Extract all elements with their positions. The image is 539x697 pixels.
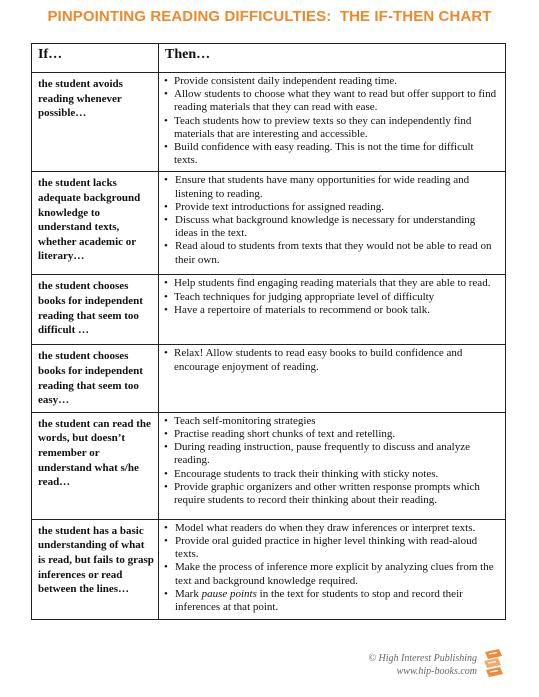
table-row bbox=[32, 275, 506, 345]
condition-cell: the student avoids reading whenever possible… bbox=[32, 73, 159, 172]
action-item: • Teach self-monitoring strategies bbox=[164, 415, 499, 428]
table-row bbox=[32, 519, 506, 619]
action-item: • Allow students to choose what they want to read but offer support to find reading materials that they can read with ease. bbox=[164, 88, 499, 114]
action-text-end: in the text for students to stop and record their inferences at that point. bbox=[175, 587, 463, 614]
action-item: • Teach techniques for judging appropriate level of difficulty bbox=[164, 291, 499, 304]
copyright-text: © High Interest Publishing bbox=[368, 653, 477, 664]
condition-cell: the student can read the words, but doesn’t remember or understand what s/he read… bbox=[32, 412, 159, 519]
action-item: • Have a repertoire of materials to recommend or book talk. bbox=[164, 304, 499, 317]
action-item: • Relax! Allow students to read easy books to build confidence and encourage enjoyment of reading. bbox=[164, 347, 499, 373]
action-item: • Read aloud to students from texts that they would not be able to read on their own. bbox=[164, 240, 499, 266]
action-item: • Provide graphic organizers and other written response prompts which require students to record their thinking about their reading. bbox=[164, 481, 499, 507]
action-item: • Encourage students to track their thinking with sticky notes. bbox=[164, 468, 499, 481]
if-column-header: If… bbox=[32, 44, 159, 73]
table-row bbox=[32, 73, 506, 172]
condition-cell: the student chooses books for independent reading that seem too easy… bbox=[32, 345, 159, 412]
publisher-footer bbox=[368, 652, 477, 678]
pause-points-emphasis: pause points bbox=[201, 587, 257, 600]
action-item: • Practise reading short chunks of text and retelling. bbox=[164, 428, 499, 441]
actions-cell bbox=[159, 172, 506, 275]
website-text: www.hip-books.com bbox=[396, 666, 477, 677]
table-header-row bbox=[32, 44, 506, 73]
action-list bbox=[164, 277, 499, 317]
action-list bbox=[164, 415, 499, 507]
condition-cell: the student has a basic understanding of what is read, but fails to grasp inferences or read between the lines… bbox=[32, 519, 159, 619]
action-text-start: Mark bbox=[175, 587, 202, 600]
publisher-logo bbox=[482, 648, 504, 682]
action-list bbox=[164, 347, 499, 373]
action-item: • Model what readers do when they draw inferences or interpret texts. bbox=[164, 522, 499, 535]
condition-cell: the student lacks adequate background knowledge to understand texts, whether academic or literary… bbox=[32, 172, 159, 275]
action-item bbox=[164, 588, 499, 614]
page-title: PINPOINTING READING DIFFICULTIES: THE IF-THEN CHART bbox=[47, 8, 492, 25]
action-item: • Build confidence with easy reading. This is not the time for difficult texts. bbox=[164, 141, 499, 167]
action-item: • Provide text introductions for assigned reading. bbox=[164, 201, 499, 214]
action-item: • Teach students how to preview texts so they can independently find materials that are interesting and accessible. bbox=[164, 115, 499, 141]
action-item: • Make the process of inference more explicit by analyzing clues from the text and background knowledge required. bbox=[164, 561, 499, 587]
table-row bbox=[32, 172, 506, 275]
actions-cell bbox=[159, 412, 506, 519]
actions-cell bbox=[159, 73, 506, 172]
action-item: • Discuss what background knowledge is necessary for understanding ideas in the text. bbox=[164, 214, 499, 240]
table-row bbox=[32, 412, 506, 519]
action-list bbox=[164, 522, 499, 614]
actions-cell bbox=[159, 345, 506, 412]
actions-cell bbox=[159, 275, 506, 345]
actions-cell bbox=[159, 519, 506, 619]
then-column-header: Then… bbox=[159, 44, 506, 73]
condition-cell: the student chooses books for independent reading that seem too difficult … bbox=[32, 275, 159, 345]
action-item: • Help students find engaging reading materials that they are able to read. bbox=[164, 277, 499, 290]
action-item: • Provide consistent daily independent reading time. bbox=[164, 75, 499, 88]
action-list bbox=[164, 174, 499, 266]
table-row bbox=[32, 345, 506, 412]
action-item: • Ensure that students have many opportunities for wide reading and listening to reading. bbox=[164, 174, 499, 200]
action-item: • Provide oral guided practice in higher level thinking with read-aloud texts. bbox=[164, 535, 499, 561]
action-list bbox=[164, 75, 499, 167]
action-item: • During reading instruction, pause frequently to discuss and analyze reading. bbox=[164, 441, 499, 467]
if-then-table bbox=[31, 43, 506, 620]
